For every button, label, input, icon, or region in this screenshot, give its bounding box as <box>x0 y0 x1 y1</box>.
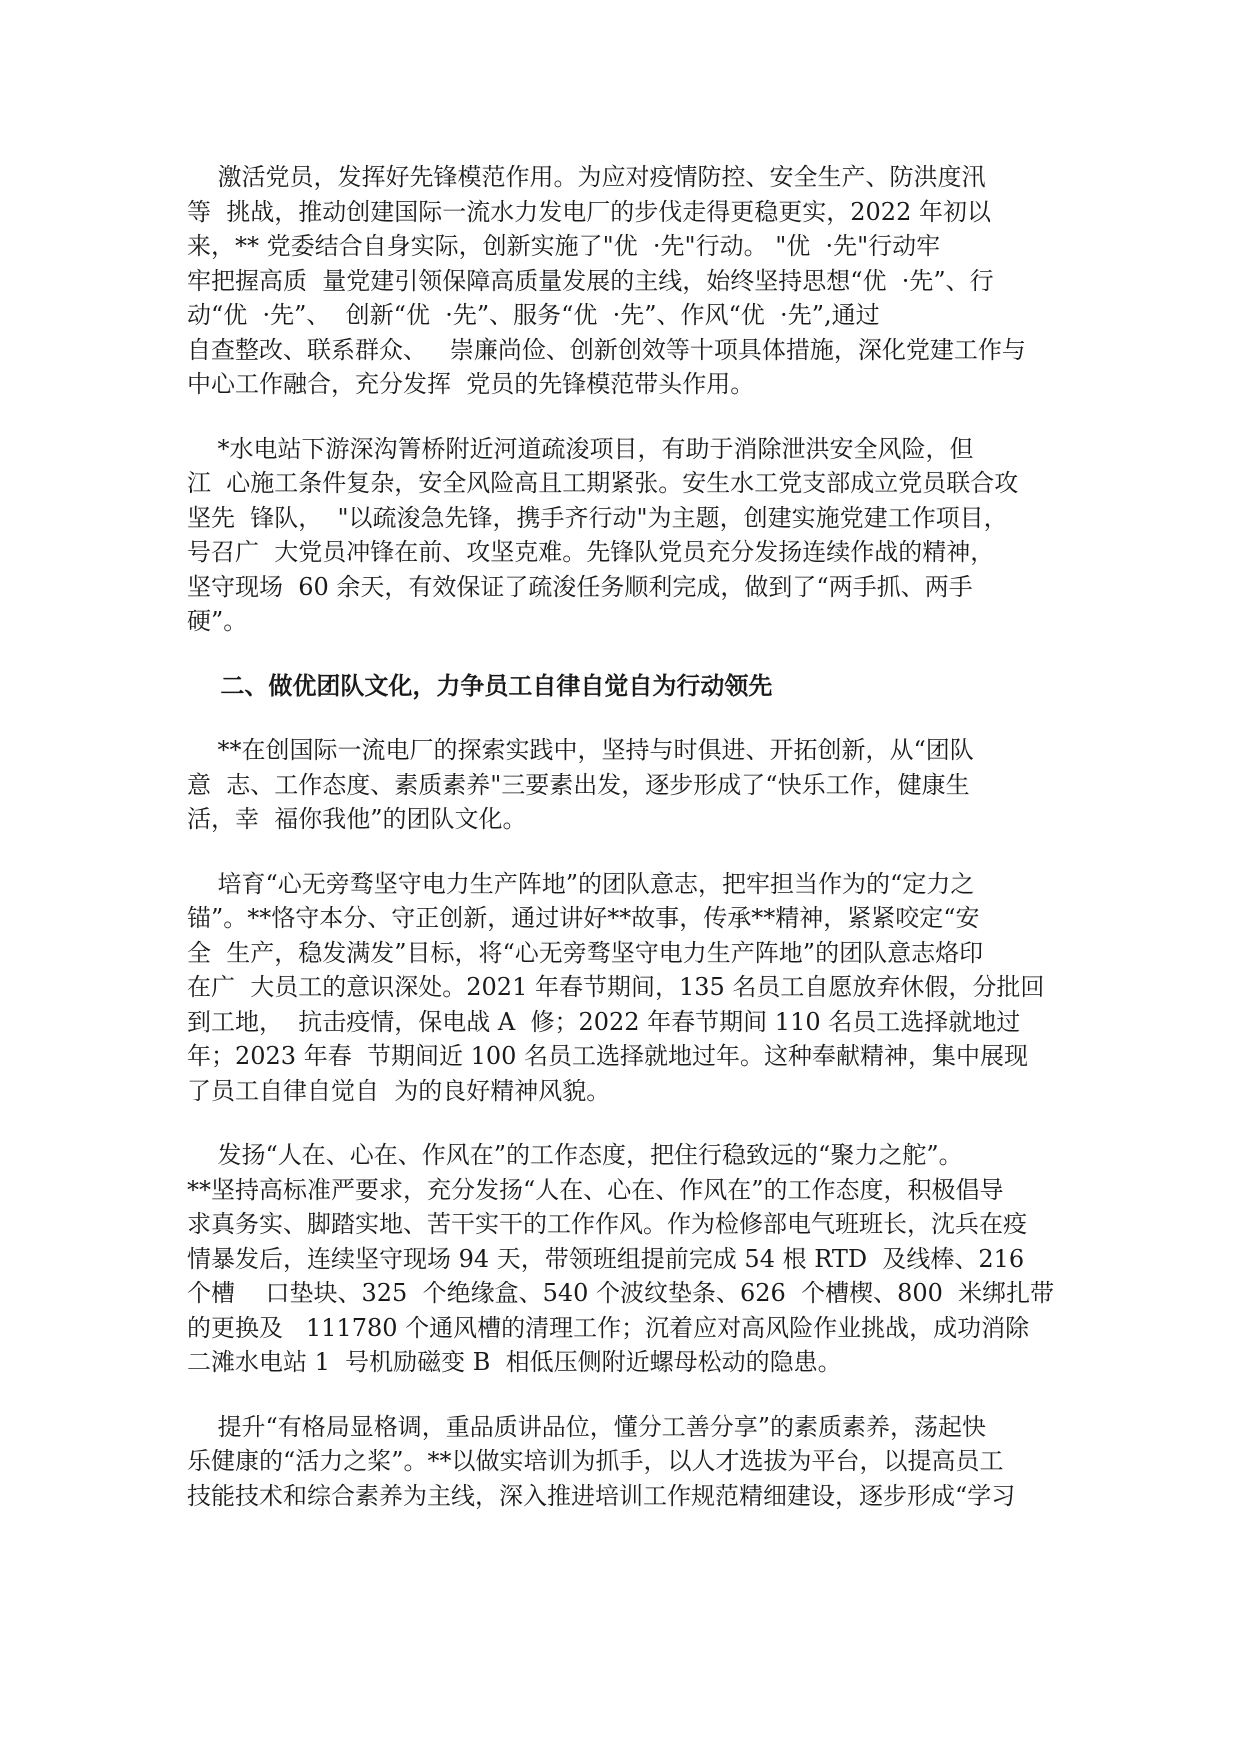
text-line: 到工地， 抗击疫情，保电战 A 修；2022 年春节期间 110 名员工选择就地过 <box>187 1007 1021 1036</box>
document-body <box>187 160 1053 1543</box>
text-line: 个槽 口垫块、325 个绝缘盒、540 个波纹垫条、626 个槽楔、800 米绑扎带 <box>187 1279 1055 1307</box>
text-line: 中心工作融合，充分发挥 党员的先锋模范带头作用。 <box>187 370 755 398</box>
text-line: 牢把握高质 量党建引领保障高质量发展的主线，始终坚持思想“优 ·先”、行 <box>187 266 994 295</box>
text-line: 发扬“人在、心在、作风在”的工作态度，把住行稳致远的“聚力之舵”。 <box>187 1141 963 1169</box>
text-line: 江 心施工条件复杂，安全风险高且工期紧张。安生水工党支部成立党员联合攻 <box>187 469 1019 497</box>
paragraph-dredging-project <box>187 432 1053 639</box>
section-heading <box>187 669 1053 704</box>
text-line: 在广 大员工的意识深处。2021 年春节期间，135 名员工自愿放弃休假，分批回 <box>187 973 1045 1001</box>
text-line: 求真务实、脚踏实地、苦干实干的工作作风。作为检修部电气班班长，沈兵在疫 <box>187 1210 1027 1238</box>
paragraph-work-attitude <box>187 1138 1053 1380</box>
text-line: 活，幸 福你我他”的团队文化。 <box>187 805 527 833</box>
text-line: 激活党员，发挥好先锋模范作用。为应对疫情防控、安全生产、防洪度汛 <box>187 163 986 191</box>
text-line: 坚先 锋队， "以疏浚急先锋，携手齐行动"为主题，创建实施党建工作项目， <box>187 503 1008 532</box>
paragraph-quality-literacy <box>187 1410 1053 1514</box>
text-line: 年；2023 年春 节期间近 100 名员工选择就地过年。这种奉献精神，集中展现 <box>187 1042 1029 1070</box>
text-line: 培育“心无旁骛坚守电力生产阵地”的团队意志，把牢担当作为的“定力之 <box>187 869 975 898</box>
text-line: 坚守现场 60 余天，有效保证了疏浚任务顺利完成，做到了“两手抓、两手 <box>187 572 973 601</box>
text-line: 全 生产，稳发满发”目标，将“心无旁骛坚守电力生产阵地”的团队意志烙印 <box>187 938 984 967</box>
text-line: 意 志、工作态度、素质素养"三要素出发，逐步形成了“快乐工作，健康生 <box>187 770 970 799</box>
paragraph-activate-members <box>187 160 1053 402</box>
text-line: 自查整改、联系群众、 崇廉尚俭、创新创效等十项具体措施，深化党建工作与 <box>187 335 1026 364</box>
text-line: 等 挑战，推动创建国际一流水力发电厂的步伐走得更稳更实，2022 年初以 <box>187 197 991 226</box>
text-line: 了员工自律自觉自 为的良好精神风貌。 <box>187 1076 611 1105</box>
text-line: *水电站下游深沟箐桥附近河道疏浚项目，有助于消除泄洪安全风险，但 <box>187 434 974 463</box>
paragraph-team-will <box>187 867 1053 1109</box>
text-line: 的更换及 111780 个通风槽的清理工作；沉着应对高风险作业挑战，成功消除 <box>187 1313 1030 1342</box>
text-line: **在创国际一流电厂的探索实践中，坚持与时俱进、开拓创新，从“团队 <box>187 736 974 764</box>
heading-text: 二、做优团队文化，力争员工自律自觉自为行动领先 <box>187 671 773 700</box>
text-line: 硬”。 <box>187 607 248 635</box>
text-line: 来，** 党委结合自身实际，创新实施了"优 ·先"行动。 "优 ·先"行动牢 <box>187 232 941 260</box>
paragraph-team-culture <box>187 733 1053 837</box>
text-line: 乐健康的“活力之桨”。**以做实培训为抓手，以人才选拔为平台，以提高员工 <box>187 1447 1004 1475</box>
text-line: 动“优 ·先”、 创新“优 ·先”、服务“优 ·先”、作风“优 ·先”,通过 <box>187 301 880 329</box>
text-line: **坚持高标准严要求，充分发扬“人在、心在、作风在”的工作态度，积极倡导 <box>187 1175 1004 1204</box>
text-line: 锚”。**恪守本分、守正创新，通过讲好**故事，传承**精神，紧紧咬定“安 <box>187 904 980 932</box>
text-line: 情暴发后，连续坚守现场 94 天，带领班组提前完成 54 根 RTD 及线棒、216 <box>187 1244 1025 1273</box>
text-line: 二滩水电站 1 号机励磁变 B 相低压侧附近螺母松动的隐患。 <box>187 1348 842 1376</box>
text-line: 技能技术和综合素养为主线，深入推进培训工作规范精细建设，逐步形成“学习 <box>187 1481 1016 1510</box>
text-line: 号召广 大党员冲锋在前、攻坚克难。先锋队党员充分发扬连续作战的精神， <box>187 538 995 566</box>
text-line: 提升“有格局显格调，重品质讲品位，懂分工善分享”的素质素养，荡起快 <box>187 1412 987 1441</box>
